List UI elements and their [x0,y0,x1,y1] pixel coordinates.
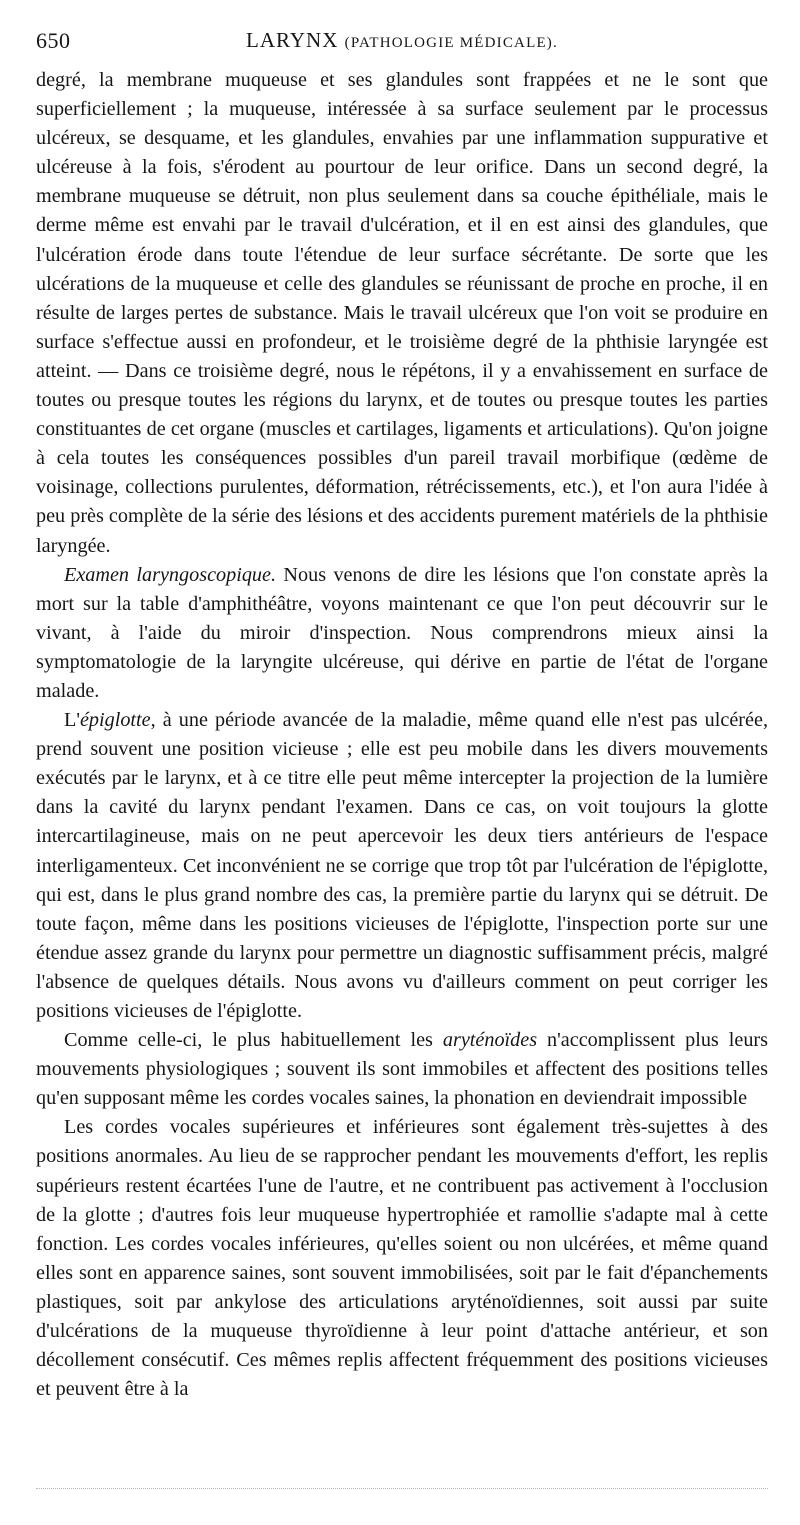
paragraph-5: Les cordes vocales supérieures et inférieures sont également très-sujettes à des positions anormales. Au lieu de se rapprocher pendant les mouvements d'effort, les replis supérieurs restent écartées l'une de l'autre, et ne contribuent pas activement à l'occlusion de la glotte ; d'autres fois leur muqueuse hypertrophiée et ramollie s'adapte mal à cette fonction. Les cordes vocales inférieures, qu'elles soient ou non ulcérées, et même quand elles sont en apparence saines, sont souvent immobilisées, soit par le fait d'épanchements plastiques, soit par ankylose des articulations aryténoïdiennes, soit aussi par suite d'ulcérations de la muqueuse thyroïdienne à leur point d'attache antérieur, et son décollement consécutif. Ces mêmes replis affectent fréquemment des positions vicieuses et peuvent être à la [36,1116,768,1401]
body-text [36,66,768,1404]
paragraph-3-prefix: L' [64,709,80,732]
paragraph-4-text: n'accomplissent plus leurs mouvements physiologiques ; souvent ils sont immobiles et affectent des positions telles qu'en supposant même les cordes vocales saines, la phonation en deviendrait impossible [36,1029,768,1110]
paragraph-3 [36,706,768,1026]
paragraph-2-text: Nous venons de dire les lésions que l'on constate après la mort sur la table d'amphithéâtre, voyons maintenant ce que l'on peut découvrir sur le vivant, à l'aide du miroir d'inspection. Nous comprendrons mieux ainsi la symptomatologie de la laryngite ulcéreuse, qui dérive en partie de l'état de l'organe malade. [36,563,768,702]
paragraph-4 [36,1026,768,1113]
paragraph-2-lead: Examen laryngoscopique. [64,563,277,586]
running-title-main: LARYNX [246,28,339,52]
paragraph-4-start: Comme celle-ci, le plus habituellement les [64,1029,443,1052]
paragraph-3-text: , à une période avancée de la maladie, même quand elle n'est pas ulcérée, prend souvent une position vicieuse ; elle est peu mobile dans les divers mouvements exécutés par le larynx, et à ce titre elle peut même intercepter la projection de la lumière dans la cavité du larynx pendant l'examen. Dans ce cas, on voit toujours la glotte intercartilagineuse, mais on ne peut apercevoir les deux tiers antérieurs de l'espace interligamenteux. Cet inconvénient ne se corrige que trop tôt par l'ulcération de l'épiglotte, qui est, dans le plus grand nombre des cas, la première partie du larynx qui se détruit. De toute façon, même dans les positions vicieuses de l'épiglotte, l'inspection porte sur une étendue assez grande du larynx pour permettre un diagnostic suffisamment précis, malgré l'absence de quelques détails. Nous avons vu d'ailleurs comment on peut corriger les positions vicieuses de l'épiglotte. [36,709,768,1022]
page-header [36,22,768,56]
paragraph-4-lead: aryténoïdes [442,1029,538,1052]
running-title [36,28,768,53]
paragraph-3-lead: épiglotte [79,709,151,732]
footer-divider [36,1488,768,1489]
page-number: 650 [36,28,71,53]
paragraph-2 [36,561,768,706]
paragraph-1: degré, la membrane muqueuse et ses glandules sont frappées et ne le sont que superficiellement ; la muqueuse, intéressée à sa surface seulement par le processus ulcéreux, se desquame, et les glandules, envahies par une inflammation suppurative et ulcéreuse à la fois, s'érodent au pourtour de leur orifice. Dans un second degré, la membrane muqueuse se détruit, non plus seulement dans sa couche épithéliale, mais le derme même est envahi par le travail d'ulcération, et il en est ainsi des glandules, que l'ulcération érode dans toute l'étendue de leur surface sécrétante. De sorte que les ulcérations de la muqueuse et celle des glandules se réunissant de proche en proche, il en résulte de larges pertes de substance. Mais le travail ulcéreux que l'on voit se produire en surface s'effectue aussi en profondeur, et le troisième degré de la phthisie laryngée est atteint. — Dans ce troisième degré, nous le répétons, il y a envahissement en surface de toutes ou presque toutes les régions du larynx, et de toutes ou presque toutes les parties constituantes de cet organe (muscles et cartilages, ligaments et articulations). Qu'on joigne à cela toutes les conséquences possibles d'un pareil travail morbifique (œdème de voisinage, collections purulentes, déformation, rétrécissements, etc.), et l'on aura l'idée à peu près complète de la série des lésions et des accidents purement matériels de la phthisie laryngée. [36,69,768,557]
document-page [36,22,768,1404]
running-title-sub: (PATHOLOGIE MÉDICALE). [344,35,558,51]
